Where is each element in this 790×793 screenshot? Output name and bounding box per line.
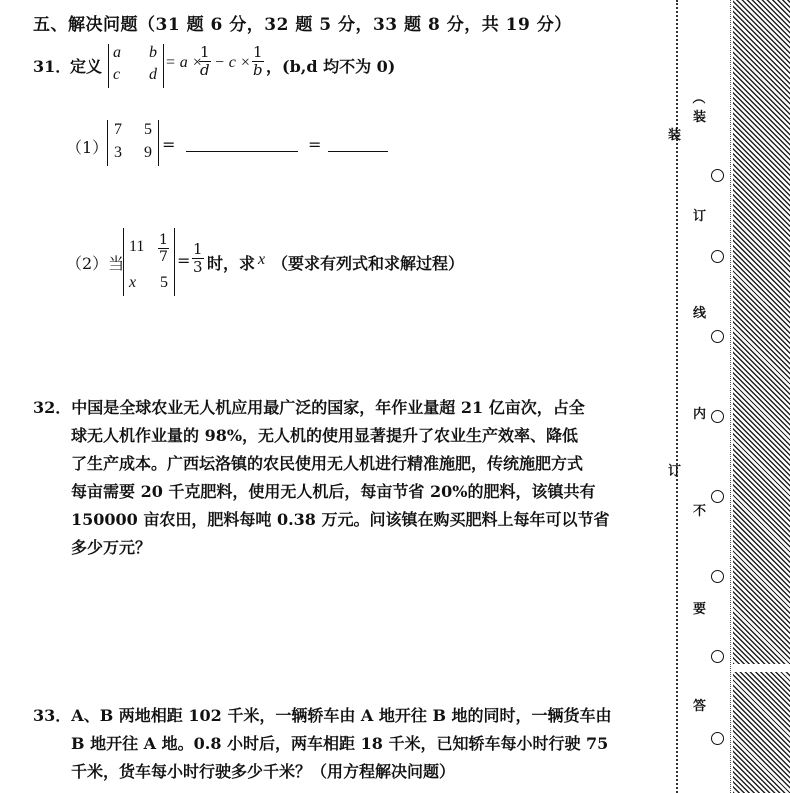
q32-line: 每亩需要 20 千克肥料，使用无人机后，每亩节省 20%的肥料，该镇共有 xyxy=(71,482,596,501)
binding-inner-char: 装 xyxy=(693,110,707,125)
section-heading: 五、解决问题（31 题 6 分，32 题 5 分，33 题 8 分，共 19 分） xyxy=(33,15,572,35)
binding-hole-circle xyxy=(711,250,724,263)
q32-line: 150000 亩农田，肥料每吨 0.38 万元。问该镇在购买肥料上每年可以节省 xyxy=(71,510,610,529)
q31-condition: ，(b,d 均不为 0) xyxy=(266,57,396,76)
q32-paragraph xyxy=(33,394,609,562)
binding-inner-char: 线 xyxy=(693,306,707,321)
det-cell-x: x xyxy=(129,274,137,291)
part2-equals: = xyxy=(177,251,191,270)
q32-line: 了生产成本。广西坛洛镇的农民使用无人机进行精准施肥，传统施肥方式 xyxy=(71,454,584,473)
part2-fraction-1-3 xyxy=(192,241,204,276)
binding-hole-circle xyxy=(711,410,724,423)
fraction-denominator: d xyxy=(199,61,210,79)
part2-text-after: 时，求 xyxy=(207,254,256,273)
q31-definition-determinant xyxy=(108,44,164,88)
det-cell-9: 9 xyxy=(144,144,152,161)
formula-fraction-1-over-b xyxy=(252,44,264,79)
binding-hatched-strip-top xyxy=(733,0,790,664)
q33-number: 33． xyxy=(33,706,72,725)
binding-inner-char: 答 xyxy=(693,699,707,714)
q33-line xyxy=(33,702,612,730)
q32-line-text: 中国是全球农业无人机应用最广泛的国家，年作业量超 21 亿亩次，占全 xyxy=(71,398,585,417)
q31-part2-determinant xyxy=(123,228,175,296)
q32-line: 球无人机作业量的 98%，无人机的使用显著提升了农业生产效率、降低 xyxy=(71,426,579,445)
part1-equals-1: = xyxy=(162,135,176,154)
binding-inner-char: 要 xyxy=(693,602,707,617)
fraction-numerator: 1 xyxy=(193,240,203,258)
formula-equals-a-times: = a × xyxy=(165,54,203,71)
det-cell-3: 3 xyxy=(114,144,122,161)
binding-hole-circle xyxy=(711,650,724,663)
binding-hole-circle xyxy=(711,570,724,583)
fraction-denominator: 3 xyxy=(193,258,203,276)
det-cell-a: a xyxy=(113,44,121,61)
q32-line xyxy=(33,394,609,422)
binding-inner-char: 订 xyxy=(693,209,707,224)
fraction-numerator: 1 xyxy=(253,43,263,61)
part1-equals-2: = xyxy=(308,135,322,154)
q33-line-text: A、B 两地相距 102 千米，一辆轿车由 A 地开往 B 地的同时，一辆货车由 xyxy=(71,706,612,725)
part1-answer-blank-2[interactable] xyxy=(328,150,388,152)
q33-line: 千米，货车每小时行驶多少千米？（用方程解决问题） xyxy=(71,762,456,781)
fraction-numerator: 1 xyxy=(159,232,168,248)
binding-hole-circle xyxy=(711,169,724,182)
det-cell-5: 5 xyxy=(144,121,152,138)
part2-variable-x: x xyxy=(258,251,266,268)
binding-inner-char: 不 xyxy=(693,504,707,519)
fraction-denominator: b xyxy=(252,61,263,79)
q31-part1-determinant xyxy=(107,120,159,166)
det-cell-c: c xyxy=(113,66,121,83)
binding-hole-circle xyxy=(711,732,724,745)
det-cell-d: d xyxy=(149,66,157,83)
fraction-numerator: 1 xyxy=(200,43,210,61)
q32-number: 32． xyxy=(33,398,72,417)
binding-outer-char: 装 xyxy=(668,128,682,143)
binding-dotted-line-inner xyxy=(730,0,731,793)
fraction-denominator: 7 xyxy=(159,249,168,265)
binding-hole-circle xyxy=(711,330,724,343)
binding-inner-char: （ xyxy=(690,90,706,105)
binding-dotted-line xyxy=(676,0,678,793)
q31-part1-label: （1） xyxy=(66,138,109,157)
binding-outer-char: 订 xyxy=(668,464,682,479)
q31-part2-label: （2）当 xyxy=(66,254,125,273)
q31-define-label: 定义 xyxy=(70,57,103,76)
part2-note: （要求有列式和求解过程） xyxy=(272,254,465,273)
formula-minus-c-times: − c × xyxy=(214,54,251,71)
det-cell-7: 7 xyxy=(114,121,122,138)
q33-paragraph xyxy=(33,702,612,786)
det-cell-5: 5 xyxy=(160,274,168,291)
q31-number: 31． xyxy=(33,57,72,76)
binding-hatched-strip-bottom xyxy=(733,672,790,793)
det-cell-b: b xyxy=(149,44,157,61)
det-cell-fraction-1-7 xyxy=(158,232,169,265)
q32-line: 多少万元？ xyxy=(71,538,152,557)
binding-hole-circle xyxy=(711,490,724,503)
binding-inner-char: 内 xyxy=(693,407,707,422)
det-cell-11: 11 xyxy=(129,238,145,255)
formula-fraction-1-over-d xyxy=(199,44,211,79)
q33-line: B 地开往 A 地。0.8 小时后，两车相距 18 千米，已知轿车每小时行驶 75 xyxy=(71,734,609,753)
part1-answer-blank-1[interactable] xyxy=(186,150,298,152)
